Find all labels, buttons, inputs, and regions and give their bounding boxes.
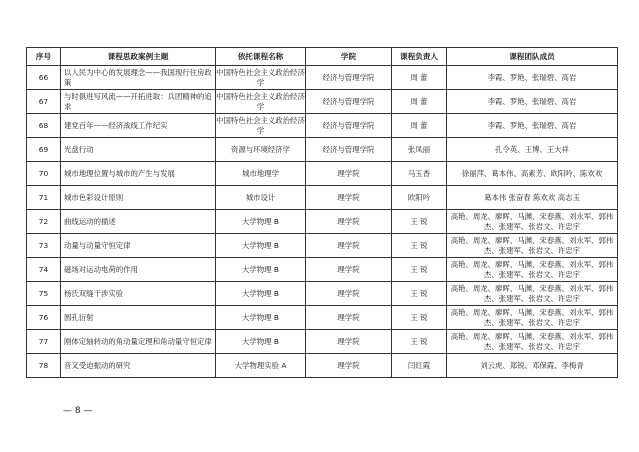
- row-number-cell: 78: [27, 354, 61, 378]
- table-row: [27, 306, 618, 330]
- team-members-cell: 葛本伟 张奋春 陈欢欢 高志玉: [447, 186, 618, 210]
- course-leader-cell: 王 锐: [392, 258, 447, 282]
- case-topic-cell: 与时俱进写风流——开拓进取：兵团精神的追求: [61, 90, 216, 114]
- case-topic-cell: 动量与动量守恒定律: [61, 234, 216, 258]
- college-cell: 理学院: [306, 186, 392, 210]
- course-leader-cell: 周 蕾: [392, 66, 447, 90]
- college-cell: 经济与管理学院: [306, 114, 392, 138]
- team-members-cell: 高艳、周龙、廖晖、马渊、宋春燕、刘永军、郭伟杰、张建军、张岩文、许忠宇: [447, 258, 618, 282]
- row-number-cell: 69: [27, 138, 61, 162]
- header-no: 序号: [27, 48, 61, 66]
- row-number-cell: 72: [27, 210, 61, 234]
- college-cell: 理学院: [306, 258, 392, 282]
- table-row: [27, 234, 618, 258]
- college-cell: 经济与管理学院: [306, 90, 392, 114]
- case-topic-cell: 磁场对运动电荷的作用: [61, 258, 216, 282]
- team-members-cell: 高艳、周龙、廖晖、马渊、宋春燕、刘永军、郭伟杰、张建军、张岩文、许忠宇: [447, 234, 618, 258]
- college-cell: 经济与管理学院: [306, 66, 392, 90]
- course-leader-cell: 马玉香: [392, 162, 447, 186]
- table-header-row: [27, 48, 618, 66]
- course-leader-cell: 周 蕾: [392, 114, 447, 138]
- course-name-cell: 资源与环境经济学: [216, 138, 306, 162]
- college-cell: 理学院: [306, 354, 392, 378]
- case-topic-cell: 曲线运动的描述: [61, 210, 216, 234]
- page-number-text: — 8 —: [63, 406, 93, 416]
- college-cell: 理学院: [306, 282, 392, 306]
- row-number-cell: 74: [27, 258, 61, 282]
- course-name-cell: 大学物理 B: [216, 234, 306, 258]
- case-topic-cell: 光盘行动: [61, 138, 216, 162]
- course-name-cell: 城市地理学: [216, 162, 306, 186]
- team-members-cell: 李霞、罗艳、张瑞碧、高岩: [447, 66, 618, 90]
- course-name-cell: 大学物理 B: [216, 210, 306, 234]
- table-row: [27, 354, 618, 378]
- course-name-cell: 大学物理 B: [216, 306, 306, 330]
- case-topic-cell: 圆孔衍射: [61, 306, 216, 330]
- team-members-cell: 高艳、周龙、廖晖、马渊、宋春燕、刘永军、郭伟杰、张建军、张岩文、许忠宇: [447, 210, 618, 234]
- row-number-cell: 77: [27, 330, 61, 354]
- team-members-cell: 李霞、罗艳、张瑞碧、高岩: [447, 90, 618, 114]
- course-name-cell: 大学物理 B: [216, 282, 306, 306]
- table-row: [27, 114, 618, 138]
- row-number-cell: 70: [27, 162, 61, 186]
- course-name-cell: 中国特色社会主义政治经济学: [216, 114, 306, 138]
- header-college: 学院: [306, 48, 392, 66]
- case-topic-cell: 刚体定轴转动的角动量定理和角动量守恒定律: [61, 330, 216, 354]
- college-cell: 理学院: [306, 234, 392, 258]
- course-name-cell: 城市设计: [216, 186, 306, 210]
- course-leader-cell: 王 锐: [392, 306, 447, 330]
- college-cell: 理学院: [306, 306, 392, 330]
- table-row: [27, 258, 618, 282]
- college-cell: 理学院: [306, 330, 392, 354]
- course-leader-cell: 王 锐: [392, 234, 447, 258]
- row-number-cell: 71: [27, 186, 61, 210]
- team-members-cell: 徐丽萍、葛本伟、高素芳、欧阳吟、陈欢欢: [447, 162, 618, 186]
- course-name-cell: 中国特色社会主义政治经济学: [216, 90, 306, 114]
- header-topic: 课程思政案例主题: [61, 48, 216, 66]
- table-row: [27, 330, 618, 354]
- case-topic-cell: 音叉受迫振动的研究: [61, 354, 216, 378]
- course-leader-cell: 闫红霞: [392, 354, 447, 378]
- team-members-cell: 高艳、周龙、廖晖、马渊、宋春燕、刘永军、郭伟杰、张建军、张岩文、许忠宇: [447, 330, 618, 354]
- table-row: [27, 138, 618, 162]
- course-table: [26, 47, 618, 378]
- team-members-cell: 孔令英、王博、王大祥: [447, 138, 618, 162]
- table-row: [27, 90, 618, 114]
- course-name-cell: 中国特色社会主义政治经济学: [216, 66, 306, 90]
- college-cell: 理学院: [306, 162, 392, 186]
- college-cell: 经济与管理学院: [306, 138, 392, 162]
- course-name-cell: 大学物理实验 A: [216, 354, 306, 378]
- college-cell: 理学院: [306, 210, 392, 234]
- table-row: [27, 186, 618, 210]
- table-row: [27, 162, 618, 186]
- case-topic-cell: 城市色彩设计原则: [61, 186, 216, 210]
- case-topic-cell: 建党百年——经济战线工作纪实: [61, 114, 216, 138]
- table-row: [27, 66, 618, 90]
- header-course: 依托课程名称: [216, 48, 306, 66]
- case-topic-cell: 以人民为中心的发展理念——我国现行住房政策: [61, 66, 216, 90]
- course-leader-cell: 欧阳吟: [392, 186, 447, 210]
- team-members-cell: 刘云虎、郑锐、邓保霞、李梅青: [447, 354, 618, 378]
- course-leader-cell: 张凤丽: [392, 138, 447, 162]
- header-team: 课程团队成员: [447, 48, 618, 66]
- team-members-cell: 高艳、周龙、廖晖、马渊、宋春燕、刘永军、郭伟杰、张建军、张岩文、许忠宇: [447, 306, 618, 330]
- team-members-cell: 李霞、罗艳、张瑞碧、高岩: [447, 114, 618, 138]
- course-leader-cell: 王 锐: [392, 210, 447, 234]
- course-name-cell: 大学物理 B: [216, 330, 306, 354]
- row-number-cell: 76: [27, 306, 61, 330]
- row-number-cell: 67: [27, 90, 61, 114]
- course-leader-cell: 周 蕾: [392, 90, 447, 114]
- case-topic-cell: 杨氏双缝干涉实验: [61, 282, 216, 306]
- course-leader-cell: 王 锐: [392, 330, 447, 354]
- course-leader-cell: 王 锐: [392, 282, 447, 306]
- table-row: [27, 282, 618, 306]
- table-row: [27, 210, 618, 234]
- row-number-cell: 75: [27, 282, 61, 306]
- case-topic-cell: 城市地理位置与城市的产生与发展: [61, 162, 216, 186]
- course-name-cell: 大学物理 B: [216, 258, 306, 282]
- team-members-cell: 高艳、周龙、廖晖、马渊、宋春燕、刘永军、郭伟杰、张建军、张岩文、许忠宇: [447, 282, 618, 306]
- row-number-cell: 68: [27, 114, 61, 138]
- row-number-cell: 66: [27, 66, 61, 90]
- header-leader: 课程负责人: [392, 48, 447, 66]
- row-number-cell: 73: [27, 234, 61, 258]
